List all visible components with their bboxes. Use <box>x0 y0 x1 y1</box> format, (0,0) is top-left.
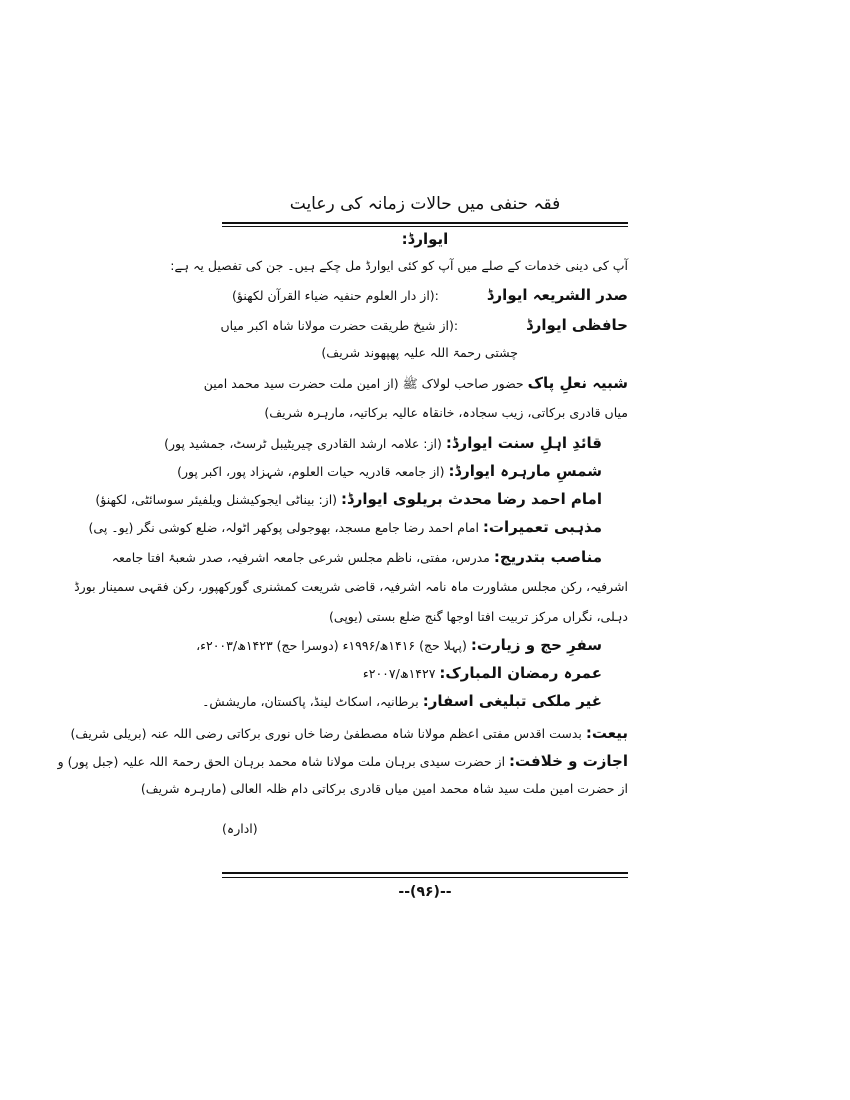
line-text: :(از دار العلوم حنفیہ ضیاء القرآن لکھنؤ) <box>232 288 439 303</box>
signature: (ادارہ) <box>222 821 258 836</box>
line-text: :(از شیخ طریقت حضرت مولانا شاہ اکبر میاں <box>220 318 459 333</box>
line-text: (پہلا حج) ۱۴۱۶ھ/۱۹۹۶ء (دوسرا حج) ۱۴۲۳ھ/۲۰۰۳ء، <box>196 638 467 653</box>
line-bold-prefix: مناصب بتدریج: <box>493 548 602 566</box>
line-bold-prefix: امام احمد رضا محدث بریلوی ایوارڈ: <box>341 490 602 508</box>
line-text: چشتی رحمۃ اللہ علیہ پھپھوند شریف) <box>321 345 518 360</box>
line-bold-prefix: سفرِ حج و زیارت: <box>470 636 602 654</box>
info-line <box>71 720 628 747</box>
line-text: (از جامعہ قادریہ حیات العلوم، شہزاد پور، اکبر پور) <box>177 464 445 479</box>
text-line <box>170 252 628 279</box>
footer-rule-bottom <box>222 877 628 878</box>
line-bold-prefix: اجازت و خلافت: <box>509 752 628 770</box>
line-bold-prefix: شبیہ نعلِ پاک <box>527 374 628 392</box>
line-text: حضور صاحب لولاک ﷺ (از امین ملت حضرت سید محمد امین <box>203 376 524 391</box>
text-line <box>141 776 628 802</box>
text-line <box>74 574 628 600</box>
award-line <box>232 282 628 309</box>
info-line <box>89 514 602 541</box>
award-line <box>164 430 602 457</box>
line-bold-prefix: بیعت: <box>585 724 628 742</box>
line-text: بدست اقدس مفتی اعظم مولانا شاہ مصطفیٰ رضا خاں نوری برکاتی رضی اللہ عنہ (بریلی شریف) <box>70 726 582 741</box>
line-text: مدرس، مفتی، ناظم مجلس شرعی جامعہ اشرفیہ، صدر شعبۂ افتا جامعہ <box>111 550 490 565</box>
running-header-title: فقہ حنفی میں حالات زمانہ کی رعایت <box>289 194 561 214</box>
info-line <box>363 660 602 687</box>
info-line <box>112 544 602 571</box>
page-number: --(۹۶)-- <box>398 884 452 900</box>
line-bold-prefix: مذہبی تعمیرات: <box>482 518 602 536</box>
line-text: از حضرت سیدی برہان ملت مولانا شاہ محمد برہان الحق رحمۃ اللہ علیہ (جبل پور) و <box>57 754 506 769</box>
line-text: از حضرت امین ملت سید شاہ محمد امین میاں قادری برکاتی دام ظلہ العالی (مارہرہ شریف) <box>140 781 628 796</box>
header-rule-top <box>222 222 628 224</box>
line-bold-prefix: عمرہ رمضان المبارک: <box>439 664 602 682</box>
info-line <box>196 632 602 659</box>
text-line <box>329 604 628 630</box>
line-text: (از: علامہ ارشد القادری چیریٹیبل ٹرسٹ، جمشید پور) <box>164 436 442 451</box>
line-text: ۱۴۲۷ھ/۲۰۰۷ء <box>362 666 436 681</box>
line-bold-prefix: شمسِ مارہرہ ایوارڈ: <box>448 462 602 480</box>
line-bold-prefix: قائدِ اہلِ سنت ایوارڈ: <box>445 434 602 452</box>
line-bold-prefix: غیر ملکی تبلیغی اسفار: <box>422 692 602 710</box>
text-line <box>321 340 518 366</box>
line-text: اشرفیہ، رکن مجلس مشاورت ماہ نامہ اشرفیہ، قاضی شریعت کمشنری گورکھپور، رکن فقہی سمینار بورڈ <box>74 579 628 594</box>
line-bold-prefix: صدر الشریعہ ایوارڈ <box>486 286 628 304</box>
info-line <box>202 688 602 715</box>
award-line <box>95 486 602 513</box>
award-line <box>177 458 602 485</box>
line-text: امام احمد رضا جامع مسجد، بھوجولی پوکھر اٹولہ، ضلع کوشی نگر (یو۔ پی) <box>88 520 479 535</box>
award-line <box>221 312 629 339</box>
line-bold-prefix: حافظی ایوارڈ <box>526 316 628 334</box>
award-line <box>204 370 628 397</box>
line-text: دہلی، نگراں مرکز تربیت افتا اوجھا گنج ضلع بستی (یوپی) <box>329 609 628 624</box>
info-line <box>58 748 628 775</box>
line-text: آپ کی دینی خدمات کے صلے میں آپ کو کئی ایوارڈ مل چکے ہیں۔ جن کی تفصیل یہ ہے: <box>170 258 628 273</box>
section-heading: ایوارڈ: <box>401 230 449 248</box>
footer-rule-top <box>222 872 628 874</box>
line-text: میاں قادری برکاتی، زیب سجادہ، خانقاہ عالیہ برکاتیہ، مارہرہ شریف) <box>264 405 628 420</box>
line-text: برطانیہ، اسکاٹ لینڈ، پاکستان، ماریشش۔ <box>202 694 419 709</box>
body-text <box>57 226 628 856</box>
line-text: (از: بیناٹی ایجوکیشنل ویلفیئر سوسائٹی، لکھنؤ) <box>95 492 338 507</box>
text-line <box>264 400 628 426</box>
